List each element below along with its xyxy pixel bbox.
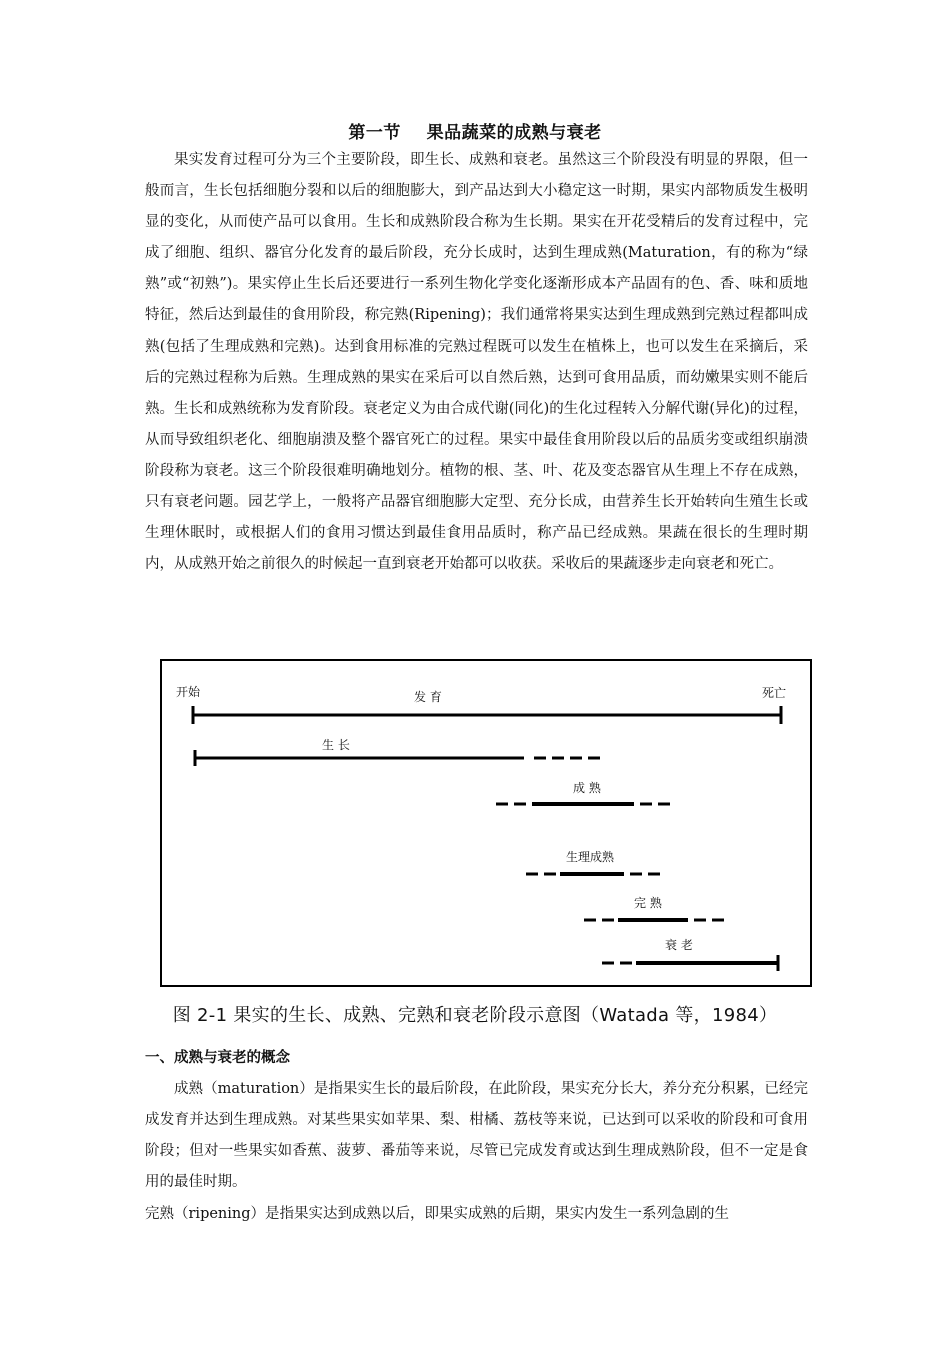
stage-diagram (160, 659, 812, 987)
development-bar (193, 706, 781, 724)
ripening-paragraph: 完熟（ripening）是指果实达到成熟以后，即果实成熟的后期，果实内发生一系列急剧的生 (145, 1206, 730, 1222)
label-maturation: 成 熟 (573, 781, 601, 795)
label-physiological-maturity: 生理成熟 (566, 850, 615, 864)
section-title: 第一节 果品蔬菜的成熟与衰老 (348, 123, 602, 143)
maturation-paragraph: 成熟（maturation）是指果实生长的最后阶段，在此阶段，果实充分长大，养分充分积累，已经完成发育并达到生理成熟。对某些果实如苹果、梨、柑橘、荔枝等来说，已达到可以采收的阶段和可食用阶段；但对一些果实如香蕉、菠萝、番茄等来说，尽管已完成发育或达到生理成熟阶段，但不一定是食用的最佳时期。 (145, 1081, 808, 1191)
label-growth: 生 长 (322, 738, 350, 752)
label-senescence: 衰 老 (665, 938, 693, 952)
label-death: 死亡 (762, 686, 787, 700)
intro-paragraph: 果实发育过程可分为三个主要阶段，即生长、成熟和衰老。虽然这三个阶段没有明显的界限，但一般而言，生长包括细胞分裂和以后的细胞膨大，到产品达到大小稳定这一时期，果实内部物质发生极明显的变化，从而使产品可以食用。生长和成熟阶段合称为生长期。果实在开花受精后的发育过程中，完成了细胞、组织、器官分化发育的最后阶段，充分长成时，达到生理成熟(Maturation，有的称为“绿熟”或“初熟”)。果实停止生长后还要进行一系列生物化学变化逐渐形成本产品固有的色、香、味和质地特征，然后达到最佳的食用阶段，称完熟(Ripening)；我们通常将果实达到生理成熟到完熟过程都叫成熟(包括了生理成熟和完熟)。达到食用标准的完熟过程既可以发生在植株上，也可以发生在采摘后，采后的完熟过程称为后熟。生理成熟的果实在采后可以自然后熟，达到可食用品质，而幼嫩果实则不能后熟。生长和成熟统称为发育阶段。衰老定义为由合成代谢(同化)的生化过程转入分解代谢(异化)的过程，从而导致组织老化、细胞崩溃及整个器官死亡的过程。果实中最佳食用阶段以后的品质劣变或组织崩溃阶段称为衰老。这三个阶段很难明确地划分。植物的根、茎、叶、花及变态器官从生理上不存在成熟，只有衰老问题。园艺学上，一般将产品器官细胞膨大定型、充分长成，由营养生长开始转向生殖生长或生理休眠时，或根据人们的食用习惯达到最佳食用品质时，称产品已经成熟。果蔬在很长的生理时期内，从成熟开始之前很久的时候起一直到衰老开始都可以收获。采收后的果蔬逐步走向衰老和死亡。 (145, 152, 808, 573)
growth-bar (195, 750, 602, 766)
label-ripening: 完 熟 (634, 896, 662, 910)
figure-caption: 图 2-1 果实的生长、成熟、完熟和衰老阶段示意图（Watada 等，1984） (172, 1005, 778, 1026)
senescence-bar (602, 955, 778, 971)
subsection-heading: 一、成熟与衰老的概念 (145, 1049, 290, 1066)
label-development: 发 育 (414, 690, 442, 704)
label-start: 开始 (176, 685, 201, 699)
